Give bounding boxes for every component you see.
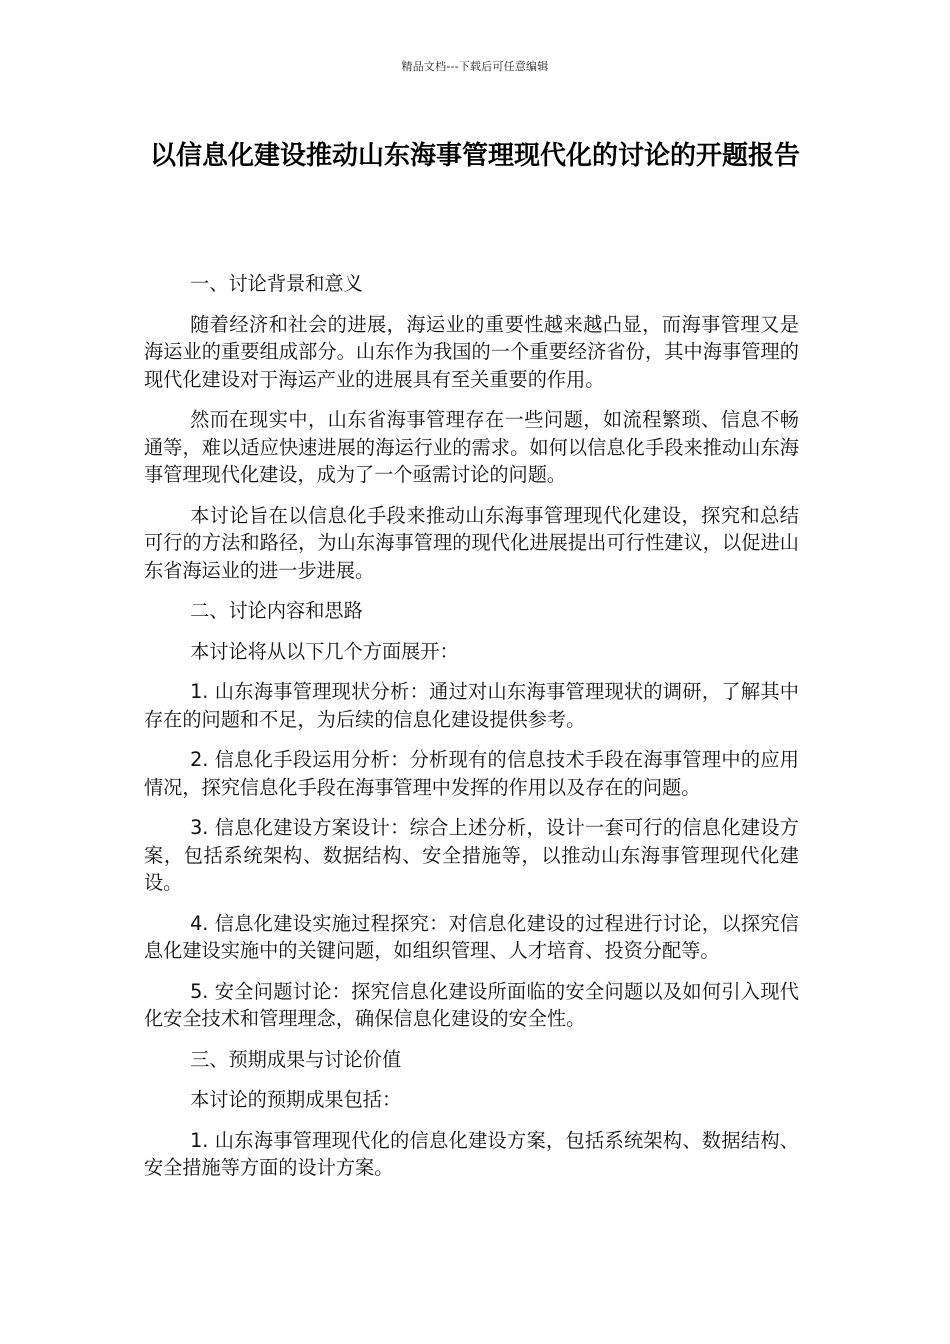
document-body <box>144 270 799 1195</box>
section-heading-outcomes: 三、预期成果与讨论价值 <box>190 1047 402 1071</box>
list-item: 1. 山东海事管理现代化的信息化建设方案，包括系统架构、数据结构、安全措施等方面的设计方案。 <box>144 1128 799 1179</box>
list-item: 2. 信息化手段运用分析：分析现有的信息技术手段在海事管理中的应用情况，探究信息化手段在海事管理中发挥的作用以及存在的问题。 <box>144 748 799 799</box>
list-item: 4. 信息化建设实施过程探究：对信息化建设的过程进行讨论，以探究信息化建设实施中的关键问题，如组织管理、人才培育、投资分配等。 <box>144 911 799 962</box>
section-heading-background: 一、讨论背景和意义 <box>190 272 363 295</box>
paragraph: 本讨论旨在以信息化手段来推动山东海事管理现代化建设，探究和总结可行的方法和路径，为山东海事管理的现代化进展提出可行性建议，以促进山东省海运业的进一步进展。 <box>144 503 799 582</box>
paragraph: 随着经济和社会的进展，海运业的重要性越来越凸显，而海事管理又是海运业的重要组成部分。山东作为我国的一个重要经济省份，其中海事管理的现代化建设对于海运产业的进展具有至关重要的作用。 <box>144 312 799 391</box>
paragraph: 然而在现实中，山东省海事管理存在一些问题，如流程繁琐、信息不畅通等，难以适应快速进展的海运行业的需求。如何以信息化手段来推动山东海事管理现代化建设，成为了一个亟需讨论的问题。 <box>144 408 799 486</box>
list-item: 5. 安全问题讨论：探究信息化建设所面临的安全问题以及如何引入现代化安全技术和管理理念，确保信息化建设的安全性。 <box>144 979 799 1030</box>
document-title: 以信息化建设推动山东海事管理现代化的讨论的开题报告 <box>149 141 800 171</box>
page-header-watermark: 精品文档---下载后可任意编辑 <box>401 60 549 73</box>
list-item: 3. 信息化建设方案设计：综合上述分析，设计一套可行的信息化建设方案，包括系统架构、数据结构、安全措施等，以推动山东海事管理现代化建设。 <box>144 816 799 894</box>
paragraph: 本讨论的预期成果包括： <box>190 1088 402 1111</box>
paragraph: 本讨论将从以下几个方面展开： <box>190 639 459 663</box>
section-heading-content: 二、讨论内容和思路 <box>190 599 363 622</box>
list-item: 1. 山东海事管理现状分析：通过对山东海事管理现状的调研，了解其中存在的问题和不足，为后续的信息化建设提供参考。 <box>144 680 799 731</box>
